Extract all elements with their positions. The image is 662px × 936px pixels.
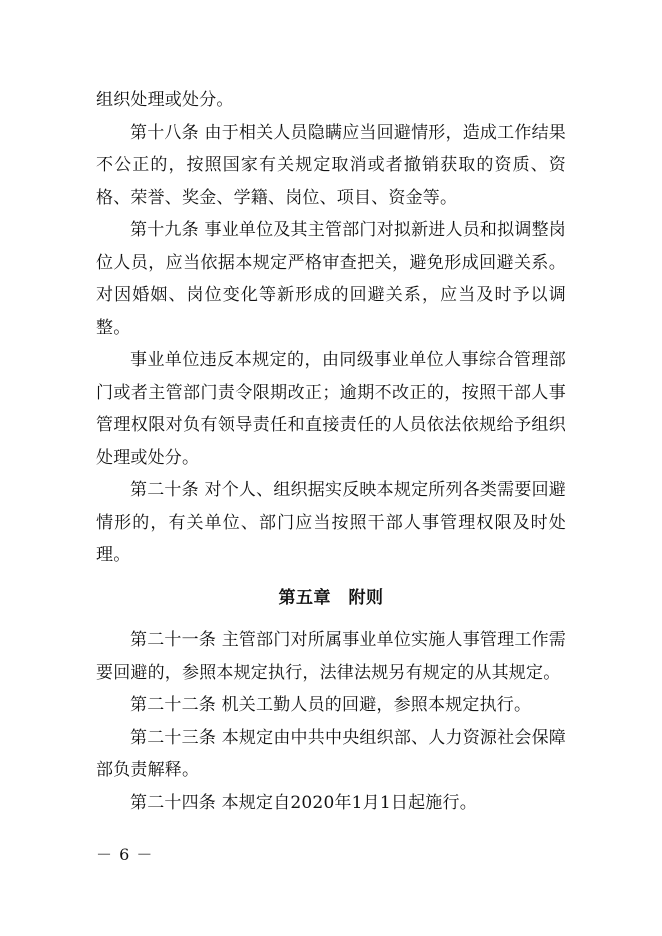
article-24: 第二十四条 本规定自2020年1月1日起施行。 (130, 792, 477, 813)
article-23: 第二十三条 本规定由中共中央组织部、人力资源社会保障部负责解释。 (96, 727, 566, 780)
article-18: 第十八条 由于相关人员隐瞒应当回避情形，造成工作结果不公正的，按照国家有关规定取消或者撤销获取的资质、资格、荣誉、奖金、学籍、岗位、项目、资金等。 (96, 122, 566, 208)
body-text (96, 84, 566, 819)
article-21: 第二十一条 主管部门对所属事业单位实施人事管理工作需要回避的，参照本规定执行，法律法规另有规定的从其规定。 (96, 630, 566, 683)
article-20: 第二十条 对个人、组织据实反映本规定所列各类需要回避情形的，有关单位、部门应当按照干部人事管理权限及时处理。 (96, 480, 566, 565)
article-19: 第十九条 事业单位及其主管部门对拟新进人员和拟调整岗位人员，应当依据本规定严格审查把关，避免形成回避关系。对因婚姻、岗位变化等新形成的回避关系，应当及时予以调整。 (96, 220, 566, 338)
paragraph-continuation: 组织处理或处分。 (96, 90, 234, 110)
article-22: 第二十二条 机关工勤人员的回避，参照本规定执行。 (130, 695, 532, 715)
page-number: － 6 － (96, 845, 154, 864)
article-19-paragraph-2: 事业单位违反本规定的，由同级事业单位人事综合管理部门或者主管部门责令限期改正；逾期不改正的，按照干部人事管理权限对负有领导责任和直接责任的人员依法依规给予组织处理或处分。 (96, 350, 566, 468)
chapter-heading: 第五章 附则 (278, 587, 384, 608)
